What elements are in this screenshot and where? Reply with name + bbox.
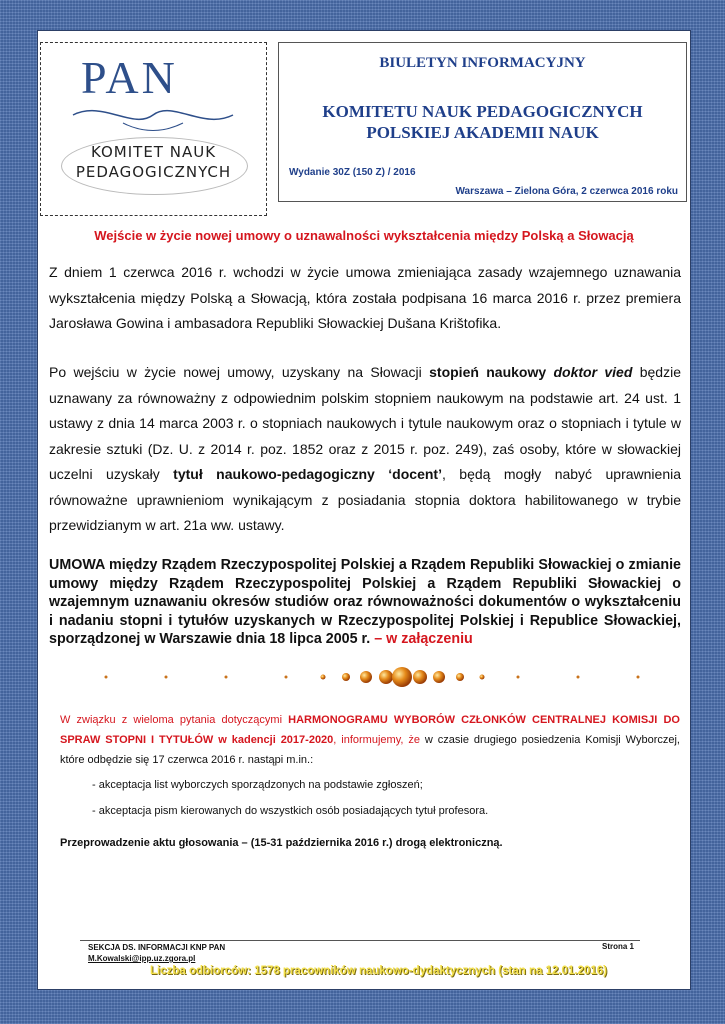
announce-part-3: , informujemy, że [333,734,425,746]
bulletin-title: BIULETYN INFORMACYJNY [379,55,586,71]
p2-part-c: doktor vied [553,364,633,380]
announce-part-2: HARMONOGRAMU WYBORÓW CZŁONKÓW CENTRALNEJ KOMISJI DO SPRAW STOPNI I TYTUŁÓW w kadencji 2017-2020 [60,714,680,746]
committee-line2: POLSKIEJ AKADEMII NAUK [366,123,599,142]
announce-part-4: w czasie drugiego posiedzenia Komisji Wyborczej, które odbędzie się 17 czerwca 2016 r. nastąpi m.in.: [60,734,680,766]
p2-part-b: stopień naukowy [429,364,554,380]
agenda-list [92,772,488,824]
place-date: Warszawa – Zielona Góra, 2 czerwca 2016 roku [455,186,678,197]
attachment-link[interactable]: – w załączeniu [370,631,473,647]
footer-contact [88,942,225,964]
committee-name [279,101,686,143]
decorative-dots [98,661,658,693]
agreement-text: UMOWA między Rządem Rzeczypospolitej Polskiej a Rządem Republiki Słowackiej o zmianie umowy między Rządem Rzeczypospolitej Polskiej a Rządem Republiki Słowackiej o wzajemnym uznawaniu okresów studiów oraz równoważności dokumentów o wykształceniu i nadaniu stopni i tytułów uzyskanych w Rzeczypospolitej Polskiej i Republice Słowackiej, sporządzonej w Warszawie dnia 18 lipca 2005 r. [49,557,681,647]
article-headline: Wejście w życie nowej umowy o uznawalności wykształcenia między Polską a Słowacją [94,228,634,243]
header-box [278,42,687,202]
election-announcement [60,710,680,770]
logo-line2: PEDAGOGICZNYCH [75,163,232,181]
page-number: Strona 1 [602,942,635,951]
committee-line1: KOMITETU NAUK PEDAGOGICZNYCH [322,102,643,121]
paragraph-1: Z dniem 1 czerwca 2016 r. wchodzi w życie umowa zmieniająca zasady wzajemnego uznawania wykształcenia między Polską a Słowacją, która została podpisana 16 marca 2016 r. przez premiera Jarosława Gowina i ambasadora Republiki Słowackiej Dušana Krištofika. [49,264,681,331]
p2-part-f: , będą mogły nabyć uprawnienia równoważne uprawnieniom wynikającym z posiadania stopnia doktora habilitowanego w trybie przewidzianym w art. 21a ww. ustawy. [49,466,681,533]
recipients-count: Liczba odbiorców: 1578 pracowników naukowo-dydaktycznych (stan na 12.01.2016) [150,965,607,977]
footer-section: SEKCJA DS. INFORMACJI KNP PAN [88,943,226,952]
p2-part-d: będzie uznawany za równoważny z odpowiednim polskim stopniem naukowym na podstawie art. 24 ust. 1 ustawy z dnia 14 marca 2003 r. o stopniach naukowych i tytule naukowym oraz o stopniach i tytule w zakresie sztuki (Dz. U. z 2014 r. poz. 1852 oraz z 2015 r. poz. 249), zaś osoby, które w słowackiej uczelni uzyskały [49,364,681,482]
agreement-title [49,556,681,649]
edition: Wydanie 30Z (150 Z) / 2016 [289,167,416,178]
bulletin-page [37,30,691,990]
vote-info: Przeprowadzenie aktu głosowania – (15-31 października 2016 r.) drogą elektroniczną. [60,837,503,849]
pan-logo [40,42,267,216]
footer-divider [80,940,640,941]
footer-email-link[interactable]: M.Kowalski@ipp.uz.zgora.pl [88,954,196,963]
logo-swirl-icon [63,95,243,135]
list-item: - akceptacja pism kierowanych do wszystkich osób posiadających tytuł profesora. [92,805,489,817]
list-item: - akceptacja list wyborczych sporządzonych na podstawie zgłoszeń; [92,779,423,791]
announce-part-1: W związku z wieloma pytania dotyczącymi [60,714,289,726]
logo-line1: KOMITET NAUK [90,143,217,161]
p2-part-a: Po wejściu w życie nowej umowy, uzyskany na Słowacji [49,364,430,380]
logo-pan-text: PAN [81,52,178,103]
paragraph-2 [49,360,681,539]
p2-part-e: tytuł naukowo-pedagogiczny ‘docent’ [173,466,442,482]
